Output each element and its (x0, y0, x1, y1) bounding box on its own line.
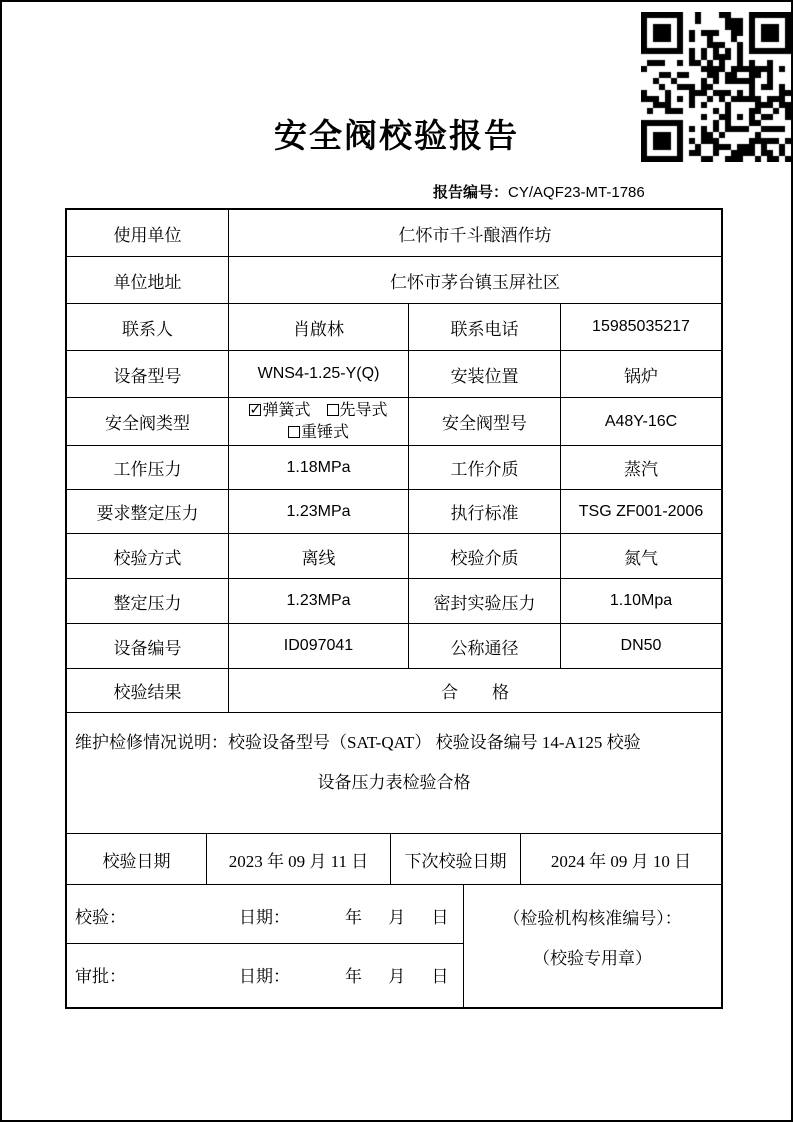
seal-test-pressure-value: 1.10Mpa (560, 579, 721, 623)
device-no-label: 设备编号 (113, 638, 182, 658)
table-row (67, 445, 721, 489)
calibration-date-value: 2023 年 09 月 11 日 (206, 834, 390, 884)
valve-type-label: 安全阀类型 (105, 414, 190, 433)
verify-label: 校验： (75, 908, 126, 927)
table-row (67, 303, 721, 350)
valve-type-checkbox-0 (249, 404, 261, 416)
table-row (67, 533, 721, 578)
signoff-left (67, 885, 463, 1007)
approve-sign-row (67, 943, 463, 1007)
org-stamp-cell (463, 885, 721, 1007)
valve-model-value: A48Y-16C (560, 398, 721, 445)
table-row (67, 668, 721, 712)
org-approval-no: （检验机构核准编号）： (503, 909, 682, 928)
calibration-medium-value: 氮气 (560, 534, 721, 578)
use-unit-label: 使用单位 (113, 225, 182, 245)
unit-address-label: 单位地址 (113, 272, 182, 292)
qr-code-icon (641, 12, 791, 162)
device-no-value: ID097041 (228, 624, 408, 668)
result-value: 合 格 (228, 669, 721, 712)
valve-type-option-label: 重锤式 (300, 423, 349, 441)
verify-sign-row (67, 885, 463, 943)
maintenance-note-line2: 设备压力表检验合格 (317, 773, 471, 792)
calibration-medium-label: 校验介质 (408, 534, 560, 578)
signoff-area (67, 884, 721, 1007)
required-set-pressure-value: 1.23MPa (228, 490, 408, 533)
result-label: 校验结果 (113, 683, 182, 702)
calibration-method-value: 离线 (228, 534, 408, 578)
table-row (67, 489, 721, 533)
approve-date-label: 日期： (239, 967, 290, 986)
set-pressure-label: 整定压力 (113, 593, 182, 613)
set-pressure-value: 1.23MPa (228, 579, 408, 623)
report-number-label: 报告编号： (433, 185, 509, 201)
contact-value: 肖啟林 (228, 304, 408, 350)
working-medium-label: 工作介质 (408, 446, 560, 489)
nominal-diameter-value: DN50 (560, 624, 721, 668)
table-row (67, 833, 721, 884)
report-number-value: CY/AQF23-MT-1786 (508, 184, 645, 201)
table-row (67, 712, 721, 833)
verify-date-label: 日期： (239, 908, 290, 927)
org-stamp: （校验专用章） (533, 949, 652, 968)
valve-type-checkbox-2 (288, 426, 300, 438)
valve-type-option-label: 先导式 (339, 401, 388, 419)
contact-label: 联系人 (122, 319, 173, 339)
next-date-value: 2024 年 09 月 10 日 (520, 834, 721, 884)
standard-value: TSG ZF001-2006 (560, 490, 721, 533)
table-row (67, 350, 721, 397)
table-row (67, 256, 721, 303)
approve-ymd: 年 月 日 (345, 967, 449, 986)
contact-phone-label: 联系电话 (408, 304, 560, 350)
report-number (433, 181, 645, 202)
use-unit-value: 仁怀市千斗酿酒作坊 (228, 210, 721, 256)
required-set-pressure-label: 要求整定压力 (96, 504, 199, 523)
contact-phone-value: 15985035217 (560, 304, 721, 350)
page-title: 安全阀校验报告 (274, 119, 519, 155)
seal-test-pressure-label: 密封实验压力 (408, 579, 560, 623)
approve-label: 审批： (75, 967, 126, 986)
calibration-date-label: 校验日期 (102, 851, 171, 871)
unit-address-value: 仁怀市茅台镇玉屏社区 (228, 257, 721, 303)
verify-ymd: 年 月 日 (345, 908, 449, 927)
device-model-value: WNS4-1.25-Y(Q) (228, 351, 408, 397)
working-medium-value: 蒸汽 (560, 446, 721, 489)
device-model-label: 设备型号 (113, 366, 182, 386)
valve-type-options (228, 398, 408, 445)
valve-type-checkbox-1 (327, 404, 339, 416)
calibration-method-label: 校验方式 (113, 548, 182, 568)
table-row (67, 578, 721, 623)
report-table (65, 208, 723, 1009)
table-row (67, 623, 721, 668)
working-pressure-value: 1.18MPa (228, 446, 408, 489)
maintenance-note-line1: 维护检修情况说明：校验设备型号（SAT-QAT） 校验设备编号 14-A125 校验 (75, 733, 641, 752)
install-location-label: 安装位置 (408, 351, 560, 397)
standard-label: 执行标准 (408, 490, 560, 533)
nominal-diameter-label: 公称通径 (408, 624, 560, 668)
table-row (67, 397, 721, 445)
maintenance-note (67, 713, 721, 833)
working-pressure-label: 工作压力 (113, 460, 182, 479)
next-date-label: 下次校验日期 (390, 834, 520, 884)
table-row (67, 210, 721, 256)
valve-model-label: 安全阀型号 (408, 398, 560, 445)
install-location-value: 锅炉 (560, 351, 721, 397)
valve-type-option-label: 弹簧式 (262, 401, 311, 419)
